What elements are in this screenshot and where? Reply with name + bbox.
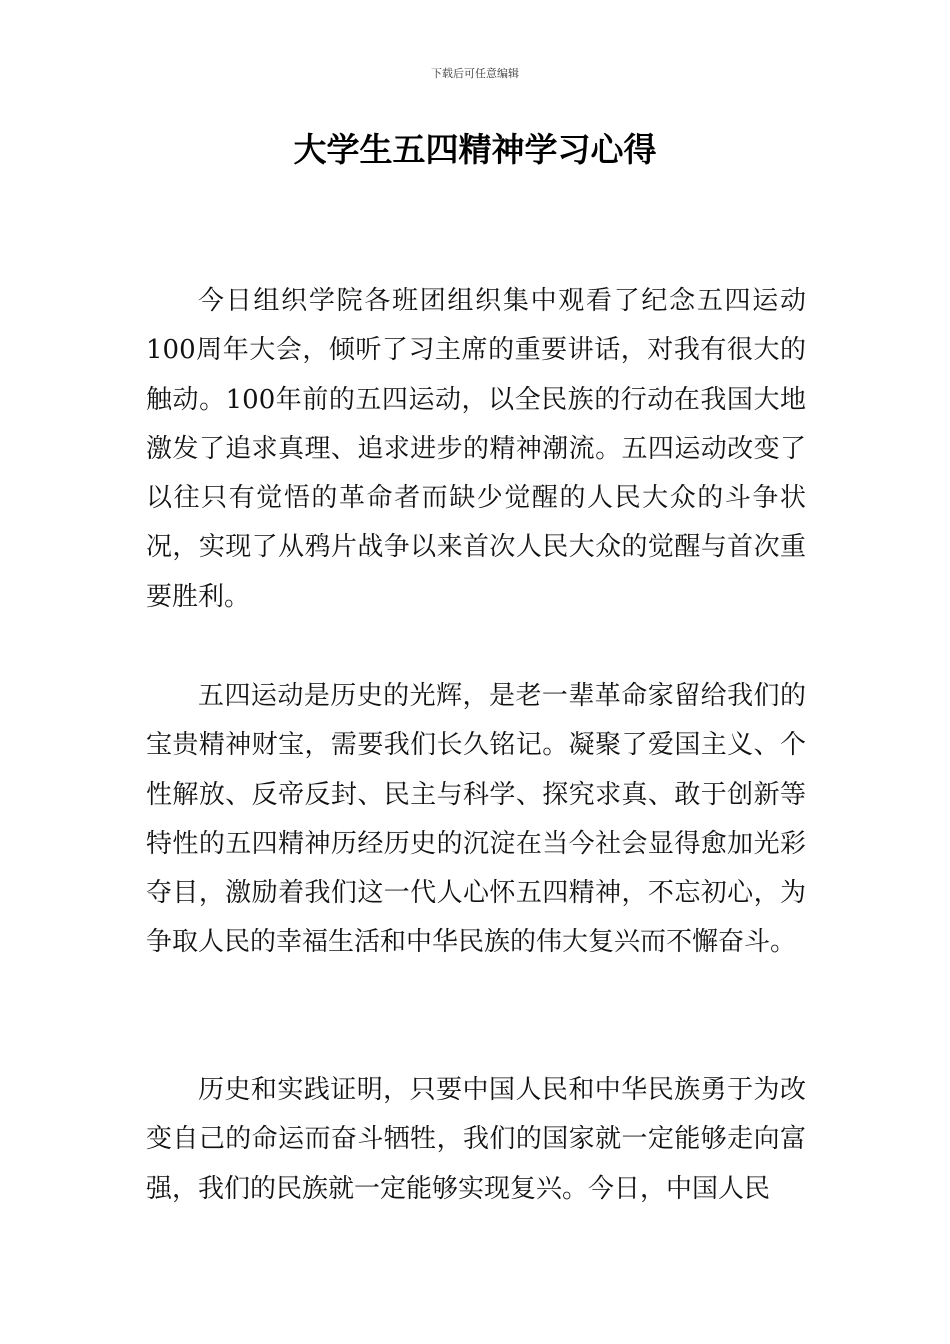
paragraph-3: 历史和实践证明，只要中国人民和中华民族勇于为改变自己的命运而奋斗牺牲，我们的国家就一定能够走向富强，我们的民族就一定能够实现复兴。今日，中国人民 [146, 1075, 806, 1204]
paragraph-2: 五四运动是历史的光辉，是老一辈革命家留给我们的宝贵精神财宝，需要我们长久铭记。凝聚了爱国主义、个性解放、反帝反封、民主与科学、探究求真、敢于创新等特性的五四精神历经历史的沉淀在当今社会显得愈加光彩夺目，激励着我们这一代人心怀五四精神，不忘初心，为争取人民的幸福生活和中华民族的伟大复兴而不懈奋斗。 [146, 681, 806, 958]
download-note: 下载后可任意编辑 [431, 67, 519, 80]
document-title: 大学生五四精神学习心得 [293, 130, 657, 169]
paragraph-1: 今日组织学院各班团组织集中观看了纪念五四运动100周年大会，倾听了习主席的重要讲话，对我有很大的触动。100年前的五四运动，以全民族的行动在我国大地激发了追求真理、追求进步的精神潮流。五四运动改变了以往只有觉悟的革命者而缺少觉醒的人民大众的斗争状况，实现了从鸦片战争以来首次人民大众的觉醒与首次重要胜利。 [146, 286, 806, 612]
